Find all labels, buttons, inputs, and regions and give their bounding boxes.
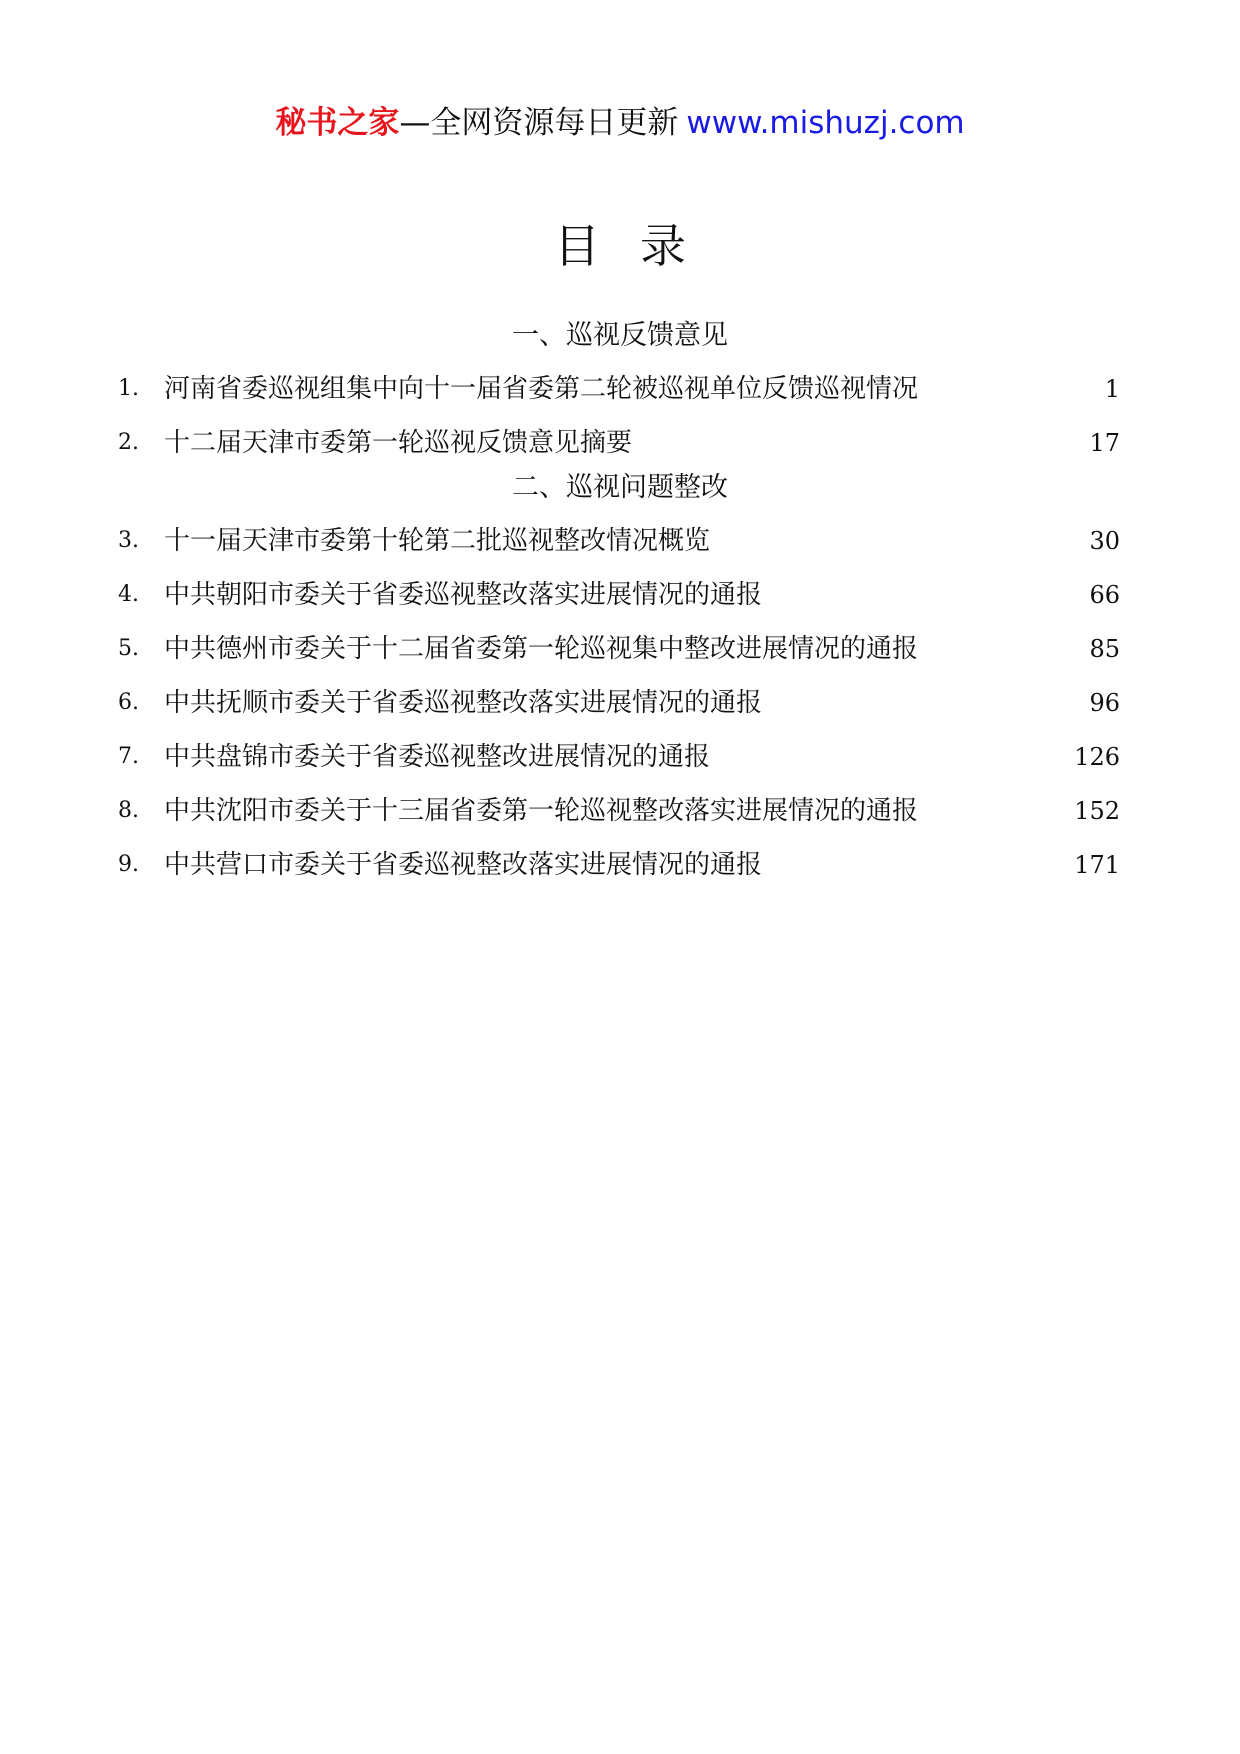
toc-entry-page: 85 [1089,635,1120,663]
toc-entry-page: 66 [1089,581,1120,609]
toc-entry-page: 17 [1089,429,1120,457]
site-header [0,101,1240,145]
toc-entry-number: 4. [118,582,139,607]
toc-entry-title: 中共朝阳市委关于省委巡视整改落实进展情况的通报 [164,580,763,610]
toc-entry-page: 96 [1089,689,1120,717]
toc-entry[interactable] [118,627,1120,671]
toc-entry-number: 6. [118,690,139,715]
toc-entry[interactable] [118,519,1120,563]
toc-entry[interactable] [118,421,1120,465]
toc-entry-page: 126 [1074,743,1120,771]
toc-title: 目录 [554,219,726,273]
toc-entry[interactable] [118,573,1120,617]
toc-entry-number: 1. [118,376,139,401]
toc-entry-title: 中共德州市委关于十二届省委第一轮巡视集中整改进展情况的通报 [164,634,919,664]
toc-entry[interactable] [118,735,1120,779]
toc-entry-number: 9. [118,852,139,877]
toc-entry-page: 171 [1074,851,1120,879]
toc-entry-number: 7. [118,744,139,769]
toc-entry-title: 十二届天津市委第一轮巡视反馈意见摘要 [164,428,633,458]
section-heading-feedback: 一、巡视反馈意见 [512,320,728,351]
toc-entry-title: 十一届天津市委第十轮第二批巡视整改情况概览 [164,526,711,556]
toc-entry-number: 5. [118,636,139,661]
brand-name: 秘书之家 [275,105,400,141]
toc-entry-title: 中共盘锦市委关于省委巡视整改进展情况的通报 [164,742,711,772]
toc-entry-title: 中共沈阳市委关于十三届省委第一轮巡视整改落实进展情况的通报 [164,796,919,826]
section-heading-rectification: 二、巡视问题整改 [512,472,728,503]
toc-entry[interactable] [118,789,1120,833]
toc-entry-number: 3. [118,528,139,553]
site-url-link[interactable]: www.mishuzj.com [686,105,965,141]
toc-entry-page: 30 [1089,527,1120,555]
toc-entry[interactable] [118,681,1120,725]
header-tagline: —全网资源每日更新 [399,105,679,141]
toc-entry[interactable] [118,367,1120,411]
toc-entry-title: 中共抚顺市委关于省委巡视整改落实进展情况的通报 [164,688,763,718]
toc-entry-number: 8. [118,798,139,823]
toc-entry-title: 河南省委巡视组集中向十一届省委第二轮被巡视单位反馈巡视情况 [164,374,919,404]
toc-entry-page: 152 [1074,797,1120,825]
toc-entry-page: 1 [1104,375,1120,403]
toc-entry-title: 中共营口市委关于省委巡视整改落实进展情况的通报 [164,850,763,880]
toc-entry-number: 2. [118,430,139,455]
toc-entry[interactable] [118,843,1120,887]
